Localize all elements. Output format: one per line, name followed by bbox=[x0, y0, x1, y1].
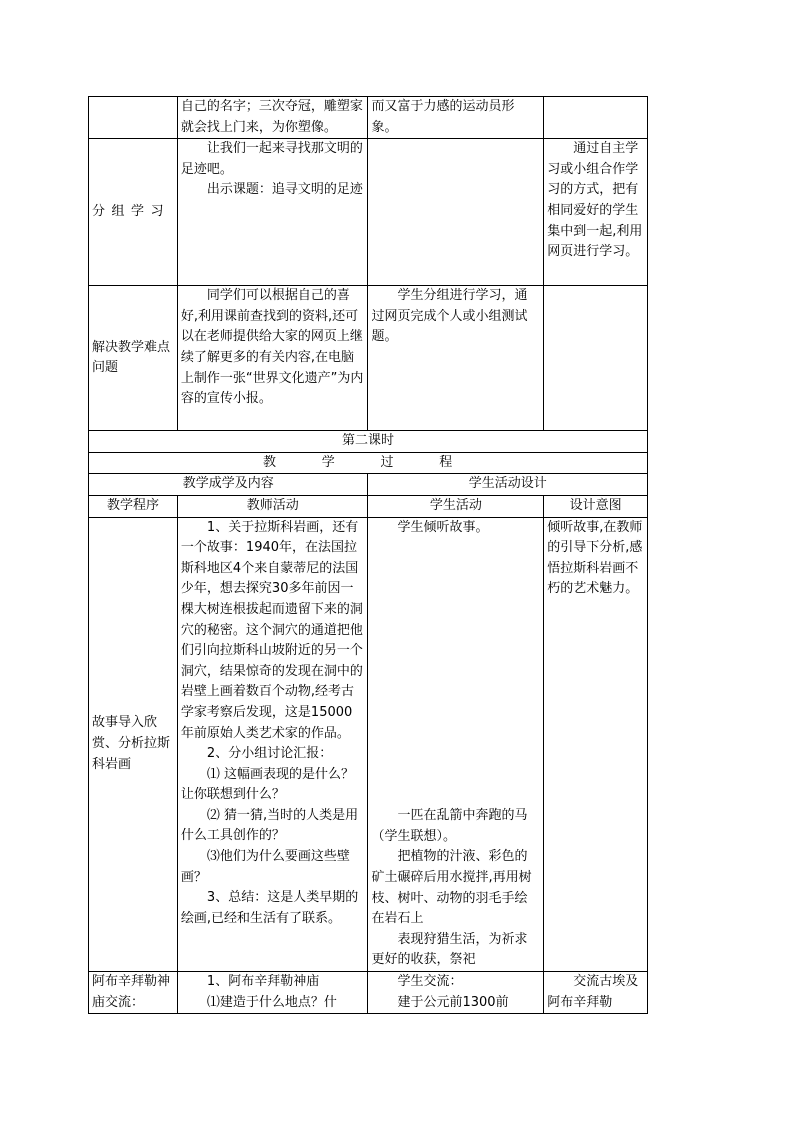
section-title-row bbox=[89, 452, 648, 474]
student-activity-cell bbox=[368, 139, 544, 286]
col-student: 学生活动 bbox=[368, 495, 544, 517]
program-cell: 阿布辛拜勒神庙交流： bbox=[89, 971, 178, 1013]
teacher-activity-cell: 1、关于拉斯科岩画，还有一个故事：1940年，在法国拉斯科地区4个来自蒙蒂尼的法国少年，想去探究30多年前因一棵大树连根拔起而遗留下来的洞穴的秘密。这个洞穴的通道把他们引向拉斯科山坡附近的另一个洞穴，结果惊奇的发现在洞中的岩壁上画着数百个动物,经考古学家考察后发现，这是15000年前原始人类艺术家的作品。 2、分小组讨论汇报： ⑴ 这幅画表现的是什么？让你联想到什么？ ⑵ 猜一猜,当时的人类是用什么工具创作的？ ⑶他们为什么要画这些壁画？ 3、总结：这是人类早期的绘画,已经和生活有了联系。 bbox=[177, 517, 368, 971]
col-teacher: 教师活动 bbox=[177, 495, 368, 517]
design-intent-cell bbox=[544, 97, 648, 139]
design-intent-cell: 倾听故事,在教师的引导下分析,感悟拉斯科岩画不朽的艺术魅力。 bbox=[544, 517, 648, 971]
table-row bbox=[89, 286, 648, 431]
header-teaching: 教学成学及内容 bbox=[89, 474, 368, 496]
spacer bbox=[371, 538, 540, 806]
student-activity-cell: 学生倾听故事。 一匹在乱箭中奔跑的马（学生联想）。 把植物的汁液、彩色的矿土碾碎后用水搅拌,再用树枝、树叶、动物的羽毛手绘在岩石上 表现狩猎生活，为祈求更好的收获，祭祀 bbox=[368, 517, 544, 971]
program-cell: 分组学习 bbox=[89, 139, 178, 286]
teacher-activity-cell: 同学们可以根据自己的喜好,利用课前查找到的资料,还可以在老师提供给大家的网页上继续了解更多的有关内容,在电脑上制作一张“世界文化遗产”为内容的宣传小报。 bbox=[177, 286, 368, 431]
process-title: 教 学 过 程 bbox=[89, 452, 648, 474]
design-intent-cell: 交流古埃及阿布辛拜勒 bbox=[544, 971, 648, 1013]
program-cell bbox=[89, 97, 178, 139]
column-header-row bbox=[89, 495, 648, 517]
table-row bbox=[89, 139, 648, 286]
lesson-plan-table bbox=[88, 96, 648, 1014]
design-intent-cell bbox=[544, 286, 648, 431]
col-program: 教学程序 bbox=[89, 495, 178, 517]
table-row bbox=[89, 971, 648, 1013]
student-activity-cell: 而又富于力感的运动员形象。 bbox=[368, 97, 544, 139]
student-activity-cell: 学生分组进行学习，通过网页完成个人或小组测试题。 bbox=[368, 286, 544, 431]
teacher-activity-cell: 自己的名字；三次夺冠，雕塑家就会找上门来，为你塑像。 bbox=[177, 97, 368, 139]
student-activity-cell: 学生交流： 建于公元前1300前 bbox=[368, 971, 544, 1013]
program-cell: 故事导入欣赏、分析拉斯科岩画 bbox=[89, 517, 178, 971]
program-cell: 解决教学难点问题 bbox=[89, 286, 178, 431]
header-activity: 学生活动设计 bbox=[368, 474, 648, 496]
design-intent-cell: 通过自主学习或小组合作学习的方式，把有相同爱好的学生集中到一起,利用网页进行学习。 bbox=[544, 139, 648, 286]
teacher-activity-cell: 让我们一起来寻找那文明的足迹吧。 出示课题：追寻文明的足迹 bbox=[177, 139, 368, 286]
header-row bbox=[89, 474, 648, 496]
table-row bbox=[89, 517, 648, 971]
lesson-title: 第二课时 bbox=[89, 431, 648, 453]
teacher-activity-cell: 1、阿布辛拜勒神庙 ⑴建造于什么地点？什 bbox=[177, 971, 368, 1013]
col-intent: 设计意图 bbox=[544, 495, 648, 517]
section-title-row bbox=[89, 431, 648, 453]
table-row bbox=[89, 97, 648, 139]
